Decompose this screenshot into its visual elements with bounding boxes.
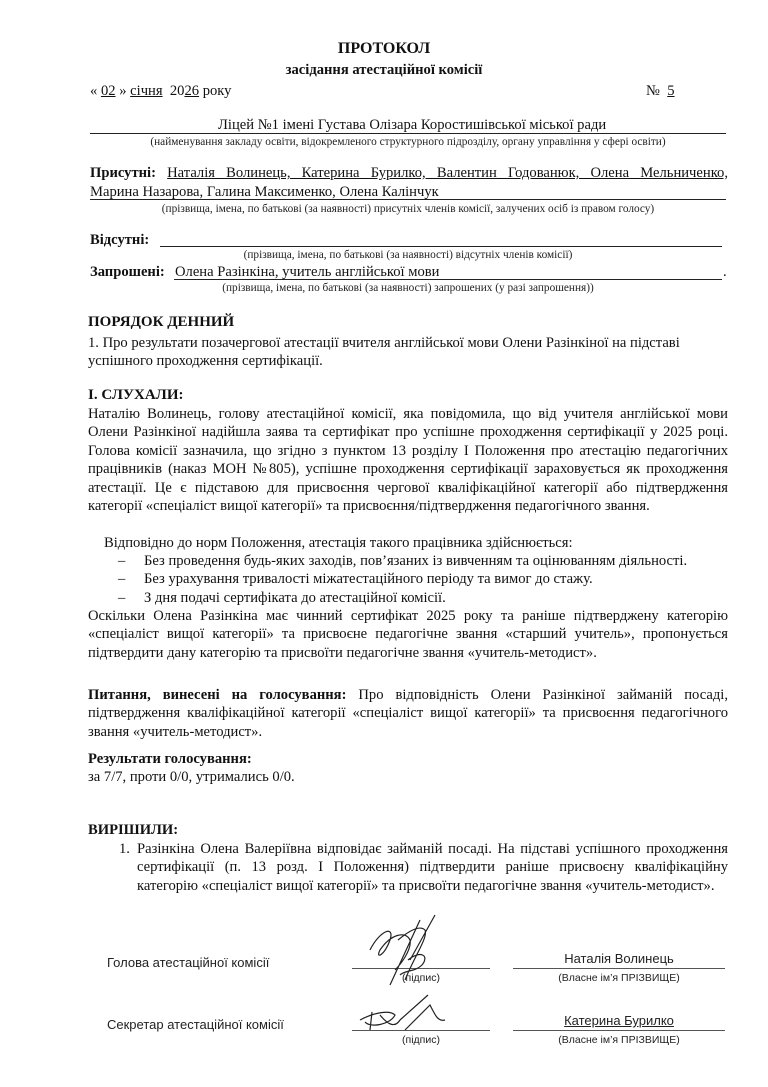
vote-results-text: за 7/7, проти 0/0, утримались 0/0.	[88, 769, 295, 785]
signature-name-secretary: Катерина Бурилко	[564, 1013, 674, 1028]
heard-paragraph: Наталію Волинець, голову атестаційної комісії, яка повідомила, що від учителя англійської мови Олени Разінкіної надійшла заява та сертифікат про успішне проходження сертифікації у 2025 році. Голова комісії зазначила, що згідно з пунктом 13 розділу I Положення про атестацію педагогічних працівників (наказ МОН №805), успішне проходження сертифікації зараховується як проходження атестації. Це є підставою для присвоєння чергової кваліфікаційної категорії або підтвердження категорії «спеціаліст вищої категорії» та присвоєння/підтвердження педагогічного звання.	[88, 406, 728, 515]
institution-hint: (найменування закладу освіти, відокремленого структурного підрозділу, органу управління у сфері освіти)	[150, 136, 666, 148]
invited-label: Запрошені:	[90, 264, 165, 280]
date-year-suffix: 26	[184, 83, 200, 99]
number-value: 5	[667, 83, 675, 99]
signature-image-secretary	[350, 990, 490, 1040]
invited-end: .	[723, 264, 727, 280]
date-month: січня	[130, 83, 163, 99]
norms-intro: Відповідно до норм Положення, атестація такого працівника здійснюється:	[104, 535, 573, 551]
meeting-date	[90, 83, 231, 100]
signature-role-chair: Голова атестаційної комісії	[107, 955, 270, 970]
heard-conclusion: Оскільки Олена Разінкіна має чинний сертифікат 2025 року та раніше підтверджену категорію «спеціаліст вищої категорії» та присвоєне педагогічне звання «старший учитель», пропонується підтвердити дану категорію та присвоїти педагогічне звання «учитель-методист».	[88, 608, 728, 661]
document-subtitle: засідання атестаційної комісії	[285, 62, 483, 78]
present-line-1	[90, 165, 728, 182]
name-hint-chair: (Власне ім’я ПРІЗВИЩЕ)	[558, 972, 680, 984]
absent-hint: (прізвища, імена, по батькові (за наявності) відсутніх членів комісії)	[243, 249, 573, 261]
name-hint-secretary: (Власне ім’я ПРІЗВИЩЕ)	[558, 1034, 680, 1046]
number-label: №	[646, 83, 660, 99]
institution-name: Ліцей №1 імені Густава Олізара Коростишівської міської ради	[218, 117, 607, 133]
dash-bullet: –	[118, 571, 126, 587]
signature-name-chair: Наталія Волинець	[564, 951, 674, 966]
agenda-title: ПОРЯДОК ДЕННИЙ	[88, 314, 235, 330]
date-year-prefix: 20	[169, 83, 185, 99]
vote-question-text: Про відповідність Олени Разінкіної займаній посаді, підтвердження кваліфікаційної категорії «спеціаліст вищої категорії» та присвоєння педагогічного звання «учитель-методист».	[88, 687, 728, 740]
date-day: 02	[100, 83, 116, 99]
present-label: Присутні:	[90, 165, 156, 181]
norm-text: Без урахування тривалості міжатестаційного періоду та вимог до стажу.	[144, 571, 593, 587]
invited-value: Олена Разінкіна, учитель англійської мови	[175, 264, 440, 280]
agenda-item-line-1: 1. Про результати позачергової атестації вчителя англійської мови Олени Разінкіної на підставі	[88, 335, 680, 351]
dash-bullet: –	[118, 590, 126, 606]
document-title: ПРОТОКОЛ	[337, 40, 431, 57]
vote-question-label: Питання, винесені на голосування:	[88, 687, 347, 703]
absent-label: Відсутні:	[90, 232, 150, 248]
signature-hint-secretary: (підпис)	[402, 1034, 440, 1046]
decided-title: ВИРІШИЛИ:	[88, 822, 179, 838]
date-year-word: року	[202, 83, 232, 99]
present-names-1: Наталія Волинець, Катерина Бурилко, Валентин Годованюк, Олена Мельниченко,	[167, 165, 728, 181]
agenda-item-line-2: успішного проходження сертифікації.	[88, 353, 323, 369]
vote-results-label: Результати голосування:	[88, 751, 252, 767]
present-names-2: Марина Назарова, Галина Максименко, Олена Калінчук	[90, 184, 439, 200]
date-close-quote: »	[119, 83, 127, 99]
signature-hint-chair: (підпис)	[402, 972, 440, 984]
protocol-number	[646, 83, 675, 100]
decided-item-text: Разінкіна Олена Валеріївна відповідає займаній посаді. На підставі успішного проходження сертифікації (п. 13 розд. I Положення) підтвердити раніше присвоєну кваліфікаційну категорію «спеціаліст вищої категорії» та присвоїти педагогічне звання «учитель-методист».	[137, 841, 728, 894]
date-open-quote: «	[90, 83, 98, 99]
name-line-secretary	[513, 1030, 725, 1031]
present-hint: (прізвища, імена, по батькові (за наявності) присутніх членів комісії, залучених осіб із правом голосу)	[161, 203, 655, 215]
norm-text: З дня подачі сертифіката до атестаційної комісії.	[144, 590, 446, 606]
norm-text: Без проведення будь-яких заходів, пов’язаних із вивченням та оцінюванням діяльності.	[144, 553, 688, 569]
vote-question	[88, 686, 728, 741]
absent-line	[160, 246, 722, 247]
invited-hint: (прізвища, імена, по батькові (за наявності) запрошених (у разі запрошення))	[222, 282, 594, 294]
signature-role-secretary: Секретар атестаційної комісії	[107, 1017, 284, 1032]
decided-item-number: 1.	[119, 841, 130, 857]
dash-bullet: –	[118, 553, 126, 569]
heard-title: I. СЛУХАЛИ:	[88, 387, 184, 403]
name-line-chair	[513, 968, 725, 969]
